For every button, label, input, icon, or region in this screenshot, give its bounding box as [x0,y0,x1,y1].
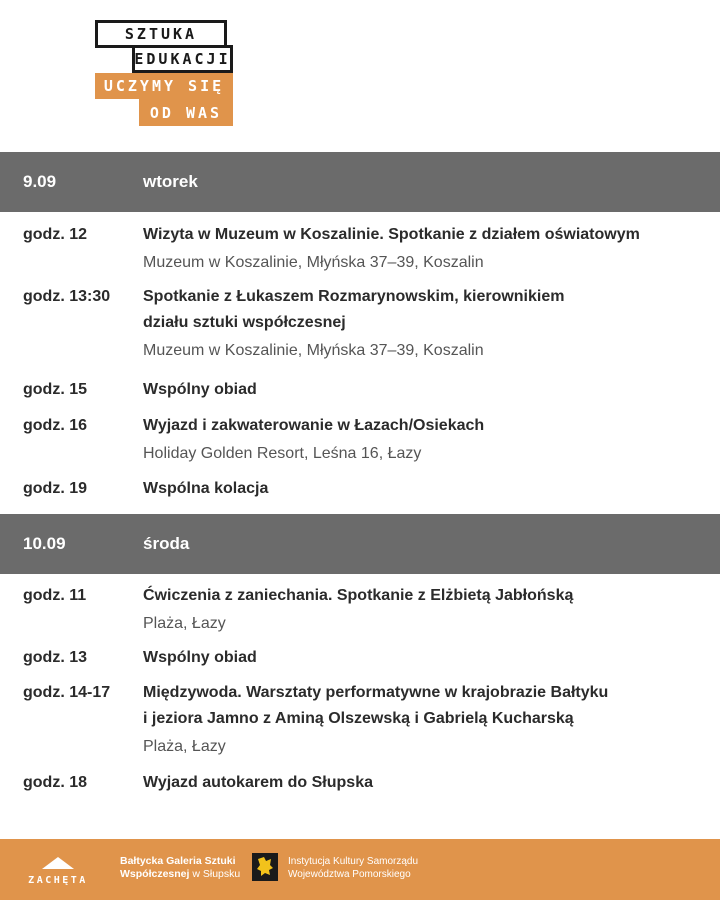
event-title: Wspólny obiad [143,649,257,666]
griffin-icon [252,853,278,881]
event-title: Wspólna kolacja [143,480,269,497]
roof-icon [20,851,96,873]
event-place: Plaża, Łazy [143,738,226,755]
day-date: 9.09 [23,172,57,191]
event-time: godz. 12 [23,226,88,243]
event-place: Muzeum w Koszalinie, Młyńska 37–39, Koszalin [143,342,484,359]
day-name: wtorek [143,172,198,191]
event-place: Holiday Golden Resort, Leśna 16, Łazy [143,445,422,462]
event-title: Spotkanie z Łukaszem Rozmarynowskim, kierownikiem [143,288,565,305]
event-title: i jeziora Jamno z Aminą Olszewską i Gabrielą Kucharską [143,710,574,727]
logo-line-3: UCZYMY SIĘ [95,73,233,99]
inst-line-2: Województwa Pomorskiego [288,869,411,880]
event-title: Ćwiczenia z zaniechania. Spotkanie z Elżbietą Jabłońską [143,587,574,604]
event-time: godz. 19 [23,480,88,497]
event-time: godz. 13 [23,649,88,666]
institution-text [288,855,418,881]
bgs-line-1: Bałtycka Galeria Sztuki [120,855,236,867]
event-time: godz. 18 [23,774,88,791]
event-title: Wyjazd autokarem do Słupska [143,774,373,791]
event-place: Muzeum w Koszalinie, Młyńska 37–39, Koszalin [143,254,484,271]
bgs-line-2-rest: w Słupsku [189,868,241,880]
event-time: godz. 13:30 [23,288,111,305]
event-time: godz. 16 [23,417,88,434]
event-time: godz. 14-17 [23,684,111,701]
footer [0,839,720,900]
event-place: Plaża, Łazy [143,615,226,632]
bgs-logo [120,855,240,881]
day-header-2 [0,514,720,574]
event-title: działu sztuki współczesnej [143,314,346,331]
inst-line-1: Instytucja Kultury Samorządu [288,856,419,867]
event-title: Międzywoda. Warsztaty performatywne w krajobrazie Bałtyku [143,684,609,701]
pomorskie-crest-icon [252,853,278,881]
day-header-1 [0,152,720,212]
event-title: Wspólny obiad [143,381,257,398]
zacheta-wordmark: ZACHĘTA [28,875,88,886]
logo-line-2: EDUKACJI [132,45,233,73]
event-time: godz. 11 [23,587,87,604]
bgs-line-2-bold: Współczesnej [120,868,190,880]
zacheta-logo [20,851,96,891]
day-name: środa [143,534,190,553]
logo-line-4: OD WAS [139,99,233,126]
logo-line-1: SZTUKA [95,20,227,48]
day-date: 10.09 [23,534,66,553]
event-title: Wyjazd i zakwaterowanie w Łazach/Osiekach [143,417,485,434]
bgs-line-2 [120,868,240,881]
event-time: godz. 15 [23,381,88,398]
event-title: Wizyta w Muzeum w Koszalinie. Spotkanie z działem oświatowym [143,226,640,243]
